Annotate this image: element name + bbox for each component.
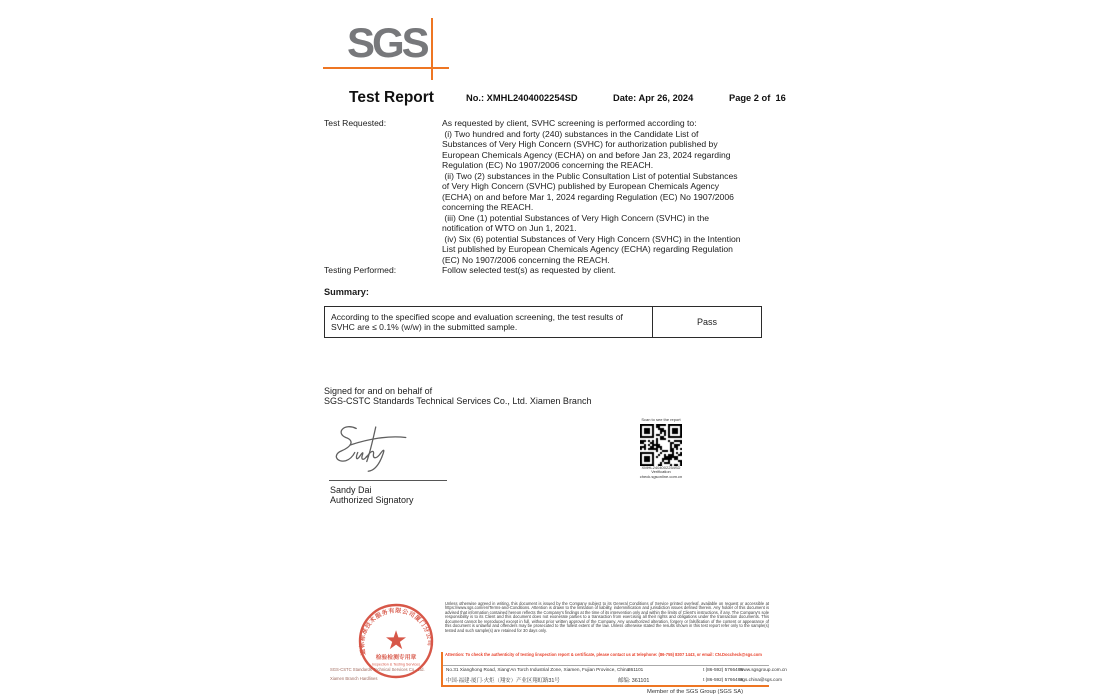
qr-block xyxy=(637,418,685,479)
qr-verification-label: Verification xyxy=(651,469,671,475)
address-cn: 中国·福建·厦门·火炬（翔安）产业区翔虹路31号 xyxy=(446,678,560,684)
body-line: European Chemicals Agency (ECHA) on and before Jan 23, 2024 regarding xyxy=(442,149,731,160)
body-line: of Very High Concern (SVHC) published by European Chemicals Agency xyxy=(442,181,720,191)
report-date: Date: Apr 26, 2024 xyxy=(613,93,694,103)
testing-performed-label: Testing Performed: xyxy=(324,265,397,275)
report-number: No.: XMHL2404002254SD xyxy=(466,93,578,103)
footer-disclaimer: Unless otherwise agreed in writing, this document is issued by the Company subject to its General Conditions of Service printed overleaf, available on request or accessible at https://www.sgs.com/en/Terms-and-Conditions. Attention is drawn to the limitation of liability, indemnification and jurisdiction issues defined therein. Any holder of this document is advised that information contained hereon reflects the Company's findings at the time of its intervention only and within the limits of Client's instructions, if any. The Company's sole responsibility is to its Client and this document does not exonerate parties to a transaction from exercising all their rights and obligations under the transaction documents. This document cannot be reproduced except in full, without prior written approval of the Company. Any unauthorized alteration, forgery or falsification of the content or appearance of this document is unlawful and offenders may be prosecuted to the fullest extent of the law. Unless otherwise stated the results shown in this test report refer only to the sample(s) tested and such sample(s) are retained for 30 days only. xyxy=(445,601,769,633)
summary-table xyxy=(324,306,762,338)
stamp-center-line2: Inspection & Testing Services xyxy=(371,662,421,667)
qr-verify-url: check.sgsonline.com.cn xyxy=(639,473,683,479)
footer-company-line2: Xiamen Branch Hardlines xyxy=(330,676,378,681)
body-line: As requested by client, SVHC screening is performed according to: xyxy=(442,118,697,128)
signature-image xyxy=(326,418,418,472)
footer-address-cn-row xyxy=(446,676,783,685)
footer-company-line1: SGS-CSTC Standards Technical Services Co., Ltd. xyxy=(330,667,425,672)
summary-row xyxy=(325,307,762,338)
footer-vertical-rule xyxy=(441,652,443,685)
postcode-en: 361101 xyxy=(628,667,644,672)
body-line: (ii) Two (2) substances in the Public Consultation List of potential Substances xyxy=(442,170,738,181)
logo-vertical-rule xyxy=(431,18,433,80)
body-line: Regulation (EC) No 1907/2006 concerning the REACH. xyxy=(442,160,654,170)
testing-performed-value: Follow selected test(s) as requested by client. xyxy=(442,265,616,275)
body-line: concerning the REACH. xyxy=(442,202,534,212)
body-line: notification of WTO on Jun 1, 2021. xyxy=(442,223,577,233)
email-link: sgs.china@sgs.com xyxy=(740,677,783,682)
body-line: (iii) One (1) potential Substances of Very High Concern (SVHC) in the xyxy=(442,212,710,223)
summary-description: According to the specified scope and evaluation screening, the test results of SVHC are ≤ 0.1% (w/w) in the submitted sample. xyxy=(325,307,653,338)
summary-heading: Summary: xyxy=(324,287,369,297)
sgs-member-line: Member of the SGS Group (SGS SA) xyxy=(647,689,744,695)
body-line: List published by European Chemicals Agency (ECHA) regarding Regulation xyxy=(442,244,733,254)
summary-result: Pass xyxy=(653,307,762,338)
footer-attention: Attention: To check the authenticity of testing /inspection report & certificate, please contact us at telephone: (86-755) 8307 1443, or email: CN.Doccheck@sgs.com xyxy=(445,652,762,657)
footer-divider xyxy=(443,665,769,666)
address-en: No.31 Xianghong Road, Xiang'An Torch Industrial Zone, Xiamen, Fujian Province, China xyxy=(446,667,630,672)
website-link: www.sgsgroup.com.cn xyxy=(740,667,787,672)
qr-report-number: XMHL2404002254SD xyxy=(641,464,681,470)
body-line: (ECHA) on and before Mar 1, 2024 regarding Regulation (EC) No 1907/2006 xyxy=(442,191,734,202)
qr-caption: Scan to see the report xyxy=(641,417,681,422)
body-line: Substances of Very High Concern (SVHC) for authorization published by xyxy=(442,139,718,149)
signer-title: Authorized Signatory xyxy=(330,495,414,505)
signature-rule xyxy=(329,480,447,481)
stamp-star-icon: ★ xyxy=(384,625,408,655)
signed-for-line: Signed for and on behalf of xyxy=(324,386,433,396)
signing-company-line: SGS-CSTC Standards Technical Services Co., Ltd. Xiamen Branch xyxy=(324,396,592,406)
test-requested-text xyxy=(442,118,772,265)
footer-address-en-row xyxy=(446,667,787,676)
body-line: (iv) Six (6) potential Substances of Very High Concern (SVHC) in the Intention xyxy=(442,233,741,244)
report-title: Test Report xyxy=(349,89,434,106)
body-line: (i) Two hundred and forty (240) substances in the Candidate List of xyxy=(442,128,699,139)
stamp-center-line1: 检验检测专用章 xyxy=(375,655,417,661)
signer-name: Sandy Dai xyxy=(330,485,372,495)
sgs-logo: SGS xyxy=(347,19,427,66)
qr-code xyxy=(640,424,682,466)
phone-cn: t (86-592) 5766488 xyxy=(703,677,743,682)
company-stamp xyxy=(357,602,435,680)
stamp-arc-text: 通标标准技术服务有限公司厦门分公司 xyxy=(359,608,433,656)
body-line: (EC) No 1907/2006 concerning the REACH. xyxy=(442,254,610,265)
test-requested-label: Test Requested: xyxy=(324,118,387,128)
phone-en: t (86-592) 5766488 xyxy=(703,667,743,672)
footer-horizontal-rule xyxy=(441,685,769,687)
postcode-cn: 邮编: 361101 xyxy=(618,678,650,684)
page-indicator: Page 2 of 16 xyxy=(729,93,786,103)
